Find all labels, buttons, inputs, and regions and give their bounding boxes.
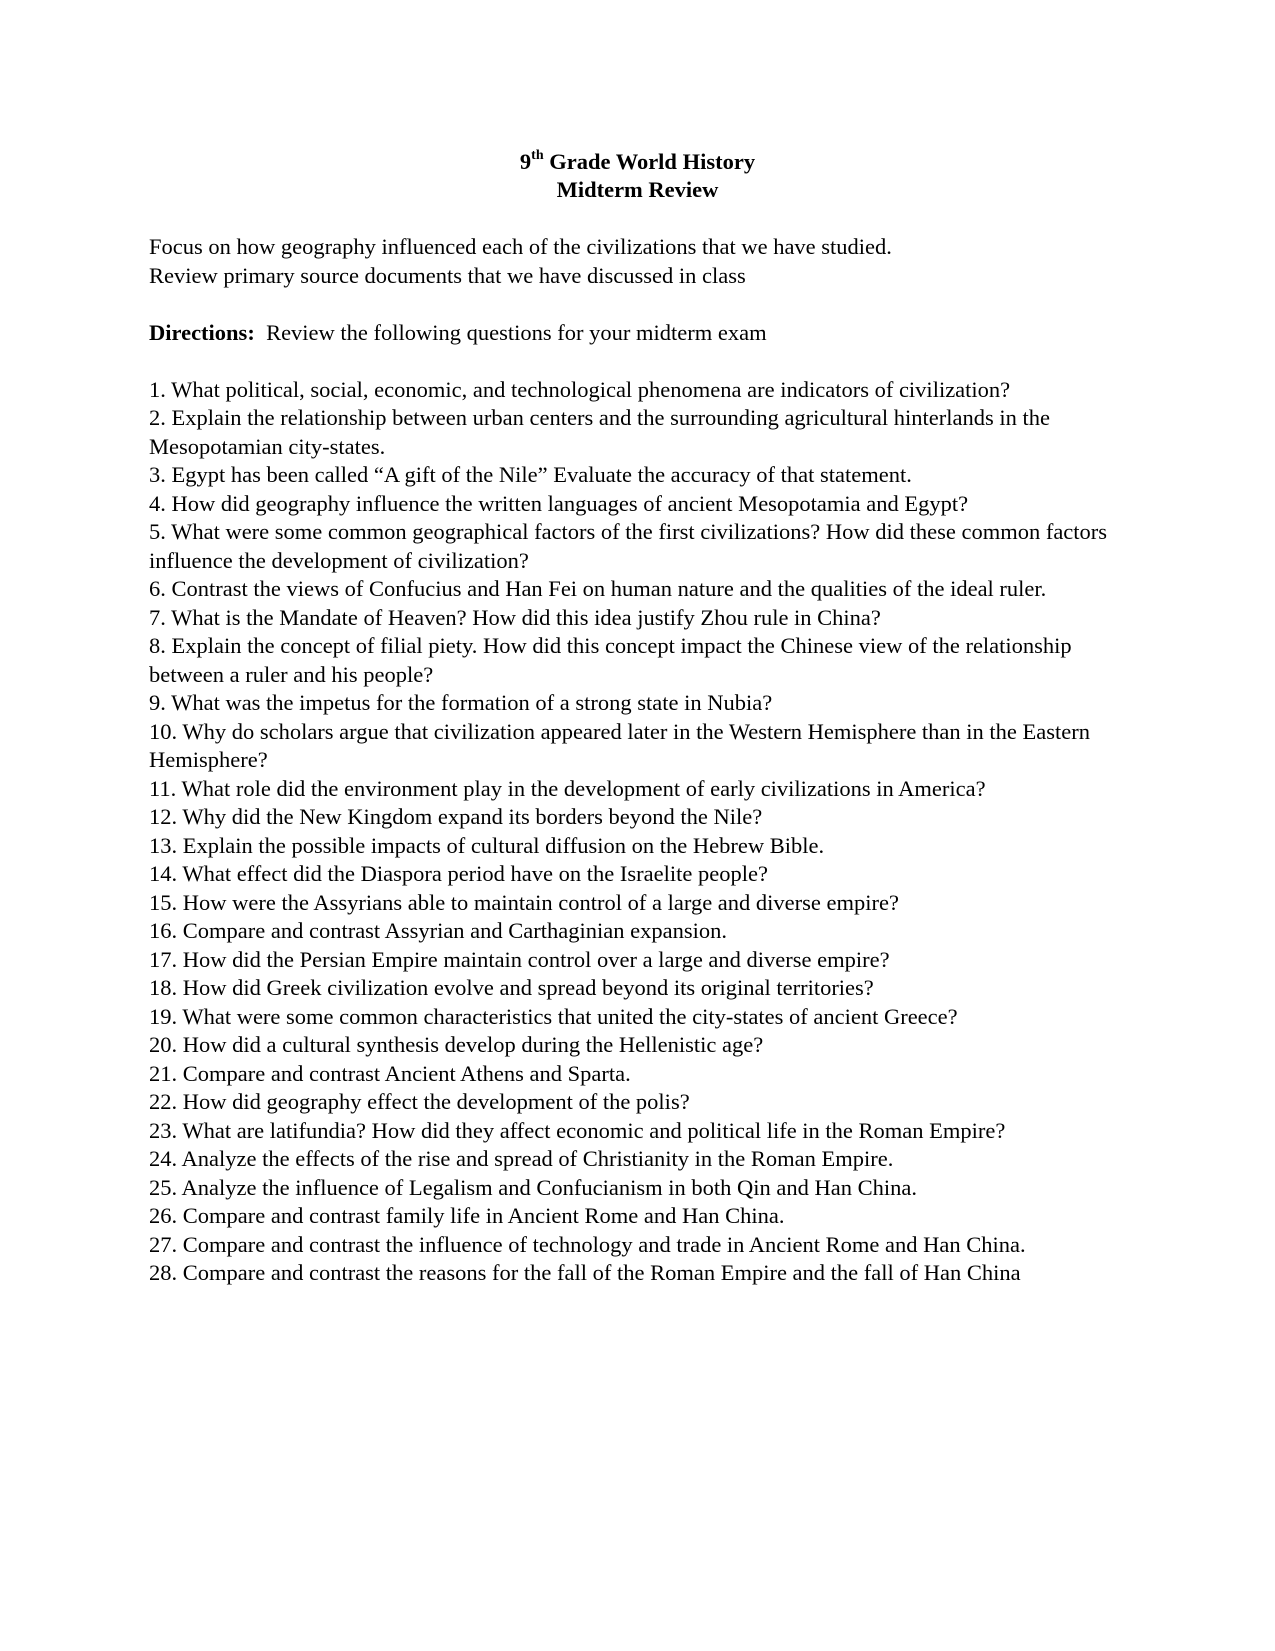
document-body (149, 233, 1149, 1288)
document-subtitle: Midterm Review (556, 177, 719, 202)
directions-text: Review the following questions for your midterm exam (266, 319, 767, 345)
question-item: 14. What effect did the Diaspora period have on the Israelite people? (149, 861, 768, 886)
intro-line-primary-sources: Review primary source documents that we have discussed in class (149, 262, 746, 288)
question-item: 22. How did geography effect the development of the polis? (149, 1089, 690, 1114)
directions-label: Directions: (149, 319, 255, 345)
question-item: 9. What was the impetus for the formation of a strong state in Nubia? (149, 690, 773, 715)
question-item: 1. What political, social, economic, and technological phenomena are indicators of civilization? (149, 376, 1011, 402)
question-item: 7. What is the Mandate of Heaven? How did this idea justify Zhou rule in China? (149, 604, 881, 630)
question-item: 2. Explain the relationship between urban centers and the surrounding agricultural hinterlands in the Mesopotamian city-states. (149, 405, 1050, 459)
question-item: 6. Contrast the views of Confucius and Han Fei on human nature and the qualities of the ideal ruler. (149, 576, 1047, 601)
title-grade-suffix: th (531, 147, 544, 163)
question-item: 28. Compare and contrast the reasons for the fall of the Roman Empire and the fall of Han China (149, 1260, 1021, 1285)
document-title (0, 148, 1275, 176)
question-item: 12. Why did the New Kingdom expand its borders beyond the Nile? (149, 804, 763, 829)
question-item: 21. Compare and contrast Ancient Athens and Sparta. (149, 1060, 631, 1086)
question-item: 10. Why do scholars argue that civilization appeared later in the Western Hemisphere than in the Eastern Hemisphere? (149, 718, 1091, 772)
question-item: 25. Analyze the influence of Legalism and Confucianism in both Qin and Han China. (149, 1174, 917, 1200)
question-item: 15. How were the Assyrians able to maintain control of a large and diverse empire? (149, 889, 899, 915)
title-grade: 9 (519, 149, 532, 174)
question-item: 13. Explain the possible impacts of cultural diffusion on the Hebrew Bible. (149, 832, 825, 858)
question-item: 23. What are latifundia? How did they affect economic and political life in the Roman Empire? (149, 1117, 1006, 1143)
question-item: 24. Analyze the effects of the rise and spread of Christianity in the Roman Empire. (149, 1146, 894, 1171)
question-item: 16. Compare and contrast Assyrian and Carthaginian expansion. (149, 918, 727, 943)
question-item: 20. How did a cultural synthesis develop during the Hellenistic age? (149, 1032, 764, 1057)
title-text: Grade World History (543, 149, 756, 174)
question-item: 4. How did geography influence the written languages of ancient Mesopotamia and Egypt? (149, 490, 969, 516)
question-item: 26. Compare and contrast family life in Ancient Rome and Han China. (149, 1203, 785, 1228)
question-item: 5. What were some common geographical factors of the first civilizations? How did these common factors influence the development of civilization? (149, 519, 1108, 573)
question-item: 18. How did Greek civilization evolve and spread beyond its original territories? (149, 975, 874, 1000)
directions (149, 319, 1149, 348)
question-item: 11. What role did the environment play in the development of early civilizations in America? (149, 775, 986, 801)
question-item: 19. What were some common characteristics that united the city-states of ancient Greece? (149, 1003, 958, 1029)
question-item: 8. Explain the concept of filial piety. How did this concept impact the Chinese view of the relationship between a ruler and his people? (149, 633, 1072, 687)
document-header (0, 148, 1275, 204)
question-item: 17. How did the Persian Empire maintain control over a large and diverse empire? (149, 946, 890, 972)
question-list (149, 376, 1149, 1288)
question-item: 3. Egypt has been called “A gift of the Nile” Evaluate the accuracy of that statement. (149, 462, 912, 487)
intro-line-geography: Focus on how geography influenced each of the civilizations that we have studied. (149, 234, 892, 259)
question-item: 27. Compare and contrast the influence of technology and trade in Ancient Rome and Han China. (149, 1231, 1026, 1257)
